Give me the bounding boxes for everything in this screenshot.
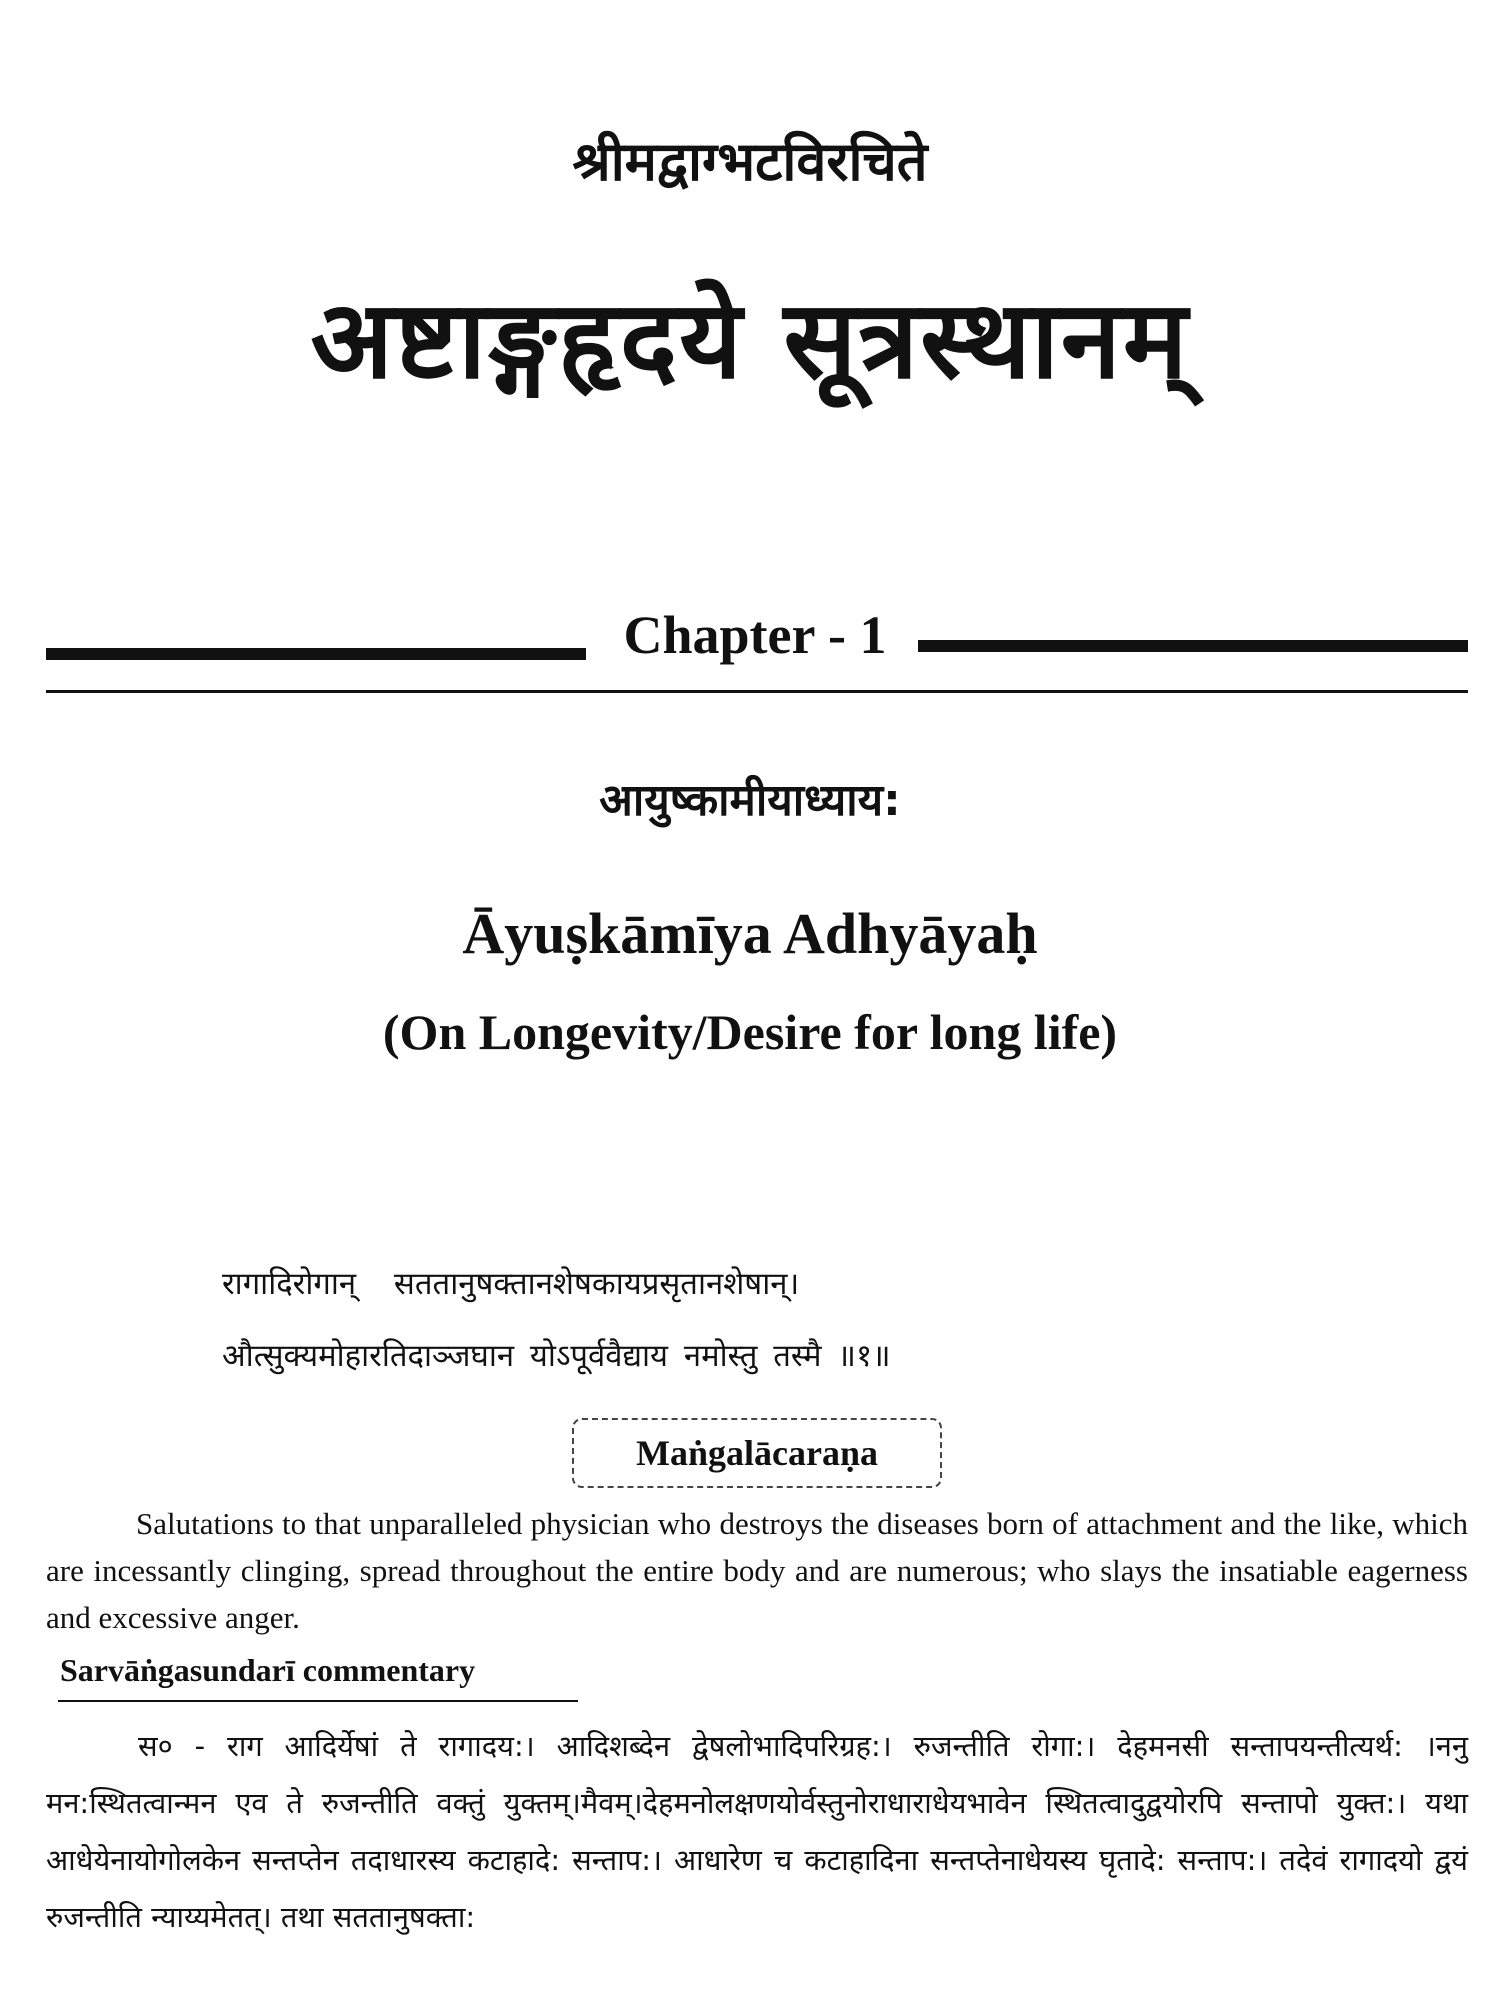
commentary-heading-underline (58, 1700, 578, 1702)
chapter-rule-left (46, 648, 586, 660)
author-line: श्रीमद्वाग्भटविरचिते (572, 130, 928, 193)
verse-translation: Salutations to that unparalleled physician who destroys the diseases born of attachment and the like, which are incessantly clinging, spread throughout the entire body and are numerous; who slays the insatiable eagerness and excessive anger. (46, 1506, 1468, 1635)
section-box-label: Maṅgalācaraṇa (572, 1418, 942, 1488)
chapter-sanskrit-title: आयुष्कामीयाध्याय: (599, 775, 901, 826)
commentary-text: स० - राग आदिर्येषां ते रागादय:। आदिशब्देन द्वेषलोभादिपरिग्रह:। रुजन्तीति रोगा:। देहमनसी सन्तापयन्तीत्यर्थ: ।ननु मन:स्थितत्वान्मन एव ते रुजन्तीति वक्तुं युक्तम्।मैवम्।देहमनोलक्षणयोर्वस्तुनोराधाराधेयभावेन स्थितत्वादुद्वयोरपि सन्तापो युक्त:। यथा आधेयेनायोगोलकेन सन्तप्तेन तदाधारस्य कटाहादे: सन्ताप:। आधारेण च कटाहादिना सन्तप्तेनाधेयस्य घृतादे: सन्ताप:। तदेवं रागादयो द्वयं रुजन्तीति न्याय्यमेतत्। तथा सततानुषक्ता: (46, 1729, 1468, 1934)
chapter-label: Chapter - 1 (623, 605, 887, 665)
chapter-divider (46, 690, 1468, 693)
book-title: अष्टाङ्गहृदये सूत्रस्थानम् (310, 278, 1190, 403)
chapter-transliterated-title: Āyuṣkāmīya Adhyāyaḥ (462, 901, 1038, 966)
chapter-english-subtitle: (On Longevity/Desire for long life) (382, 1004, 1118, 1060)
commentary-heading: Sarvāṅgasundarī commentary (60, 1652, 476, 1688)
verse-line-2: औत्सुक्यमोहारतिदाञ्जघान योऽपूर्ववैद्याय नमोस्तु तस्मै ॥१॥ (222, 1338, 891, 1374)
chapter-rule-right (918, 640, 1468, 652)
verse-line-1: रागादिरोगान् सततानुषक्तानशेषकायप्रसृतानशेषान्। (222, 1266, 800, 1302)
